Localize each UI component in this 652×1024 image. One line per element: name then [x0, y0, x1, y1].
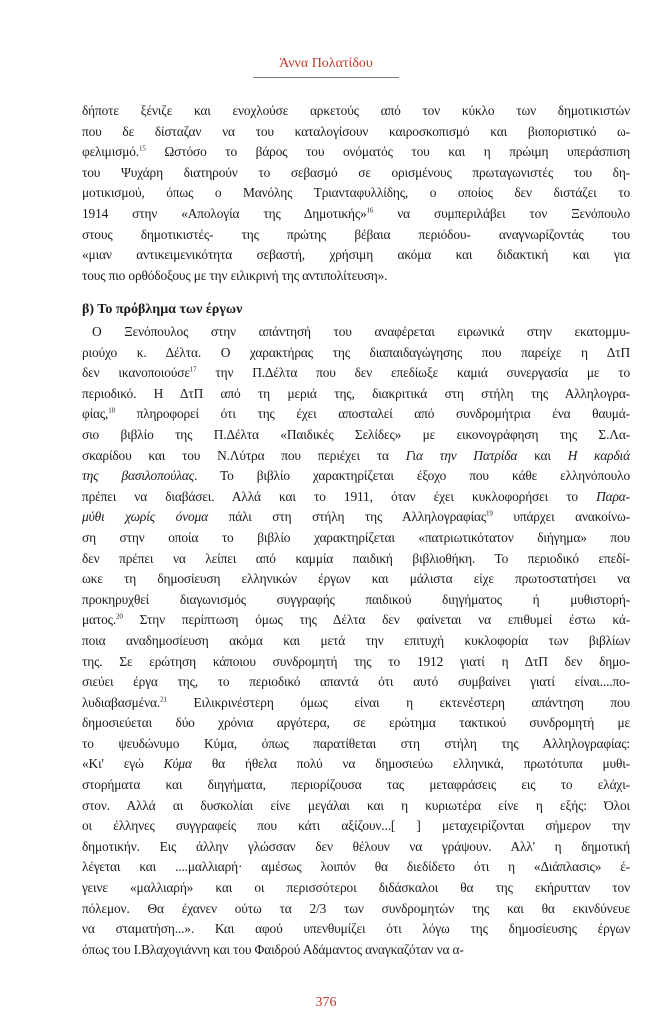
text-line: [82, 142, 630, 163]
text-run: όπως του Ι.Βλαχογιάννη και του Φαιδρού Αδάμαντος αναγκαζόταν να α-: [82, 941, 464, 957]
text-line: [82, 163, 630, 184]
text-line: [82, 487, 630, 508]
paragraph-1: [82, 101, 630, 286]
text-line: [82, 631, 630, 652]
italic-title: μύθι χωρίς όνομα: [82, 509, 208, 525]
text-line: [82, 672, 630, 693]
text-line: [82, 225, 630, 246]
footnote-ref: 17: [189, 365, 197, 374]
text-line: [82, 652, 630, 673]
text-line: [82, 528, 630, 549]
text-line: [82, 878, 630, 899]
text-line: [82, 404, 630, 425]
text-run: ματος.: [82, 612, 117, 628]
text-run: Ωστόσο το βάρος του ονόματός του και η πρώιμη υπεράσπιση: [145, 144, 630, 160]
text-run: τους πιο ορθόδοξους με την ειλικρινή της αντιπολίτευση».: [82, 267, 388, 283]
footnote-ref: 20: [116, 612, 123, 621]
text-run: της. Σε ερώτηση κάποιου συνδρομητή της το 1912 γιατί η ΔτΠ δεν δημο-: [82, 653, 630, 669]
text-run: δήποτε ξένιζε και ενοχλούσε αρκετούς από τον κύκλο των δημοτικιστών: [82, 103, 630, 118]
text-run: το ψευδώνυμο Κύμα, όπως παρατίθεται στη στήλη της Αλληλογραφίας:: [82, 735, 630, 751]
text-run: λυδιαβασμένα.: [82, 694, 161, 710]
text-line: [82, 245, 630, 266]
text-run: προκηρυχθεί διαγωνισμός συγγραφής παιδικού διηγήματος ή μυθιστορή-: [82, 591, 630, 607]
text-line: [82, 122, 630, 143]
text-line: [82, 363, 630, 384]
text-run: στους δημοτικιστές- της πρώτης βέβαια περιόδου- αναγνωρίζοντάς του: [82, 226, 630, 242]
text-line: [82, 940, 630, 961]
text-run: δεν ικανοποιούσε: [82, 365, 190, 381]
text-run: σιο βιβλίο της Π.Δέλτα «Παιδικές Σελίδες» με εικονογράφηση της Σ.Λα-: [82, 426, 630, 442]
text-line: [82, 569, 630, 590]
italic-title: Η καρδιά: [567, 447, 630, 463]
text-line: [82, 101, 630, 122]
text-run: πάλι στη στήλη της Αλληλογραφίας: [208, 509, 487, 525]
text-run: θα ήθελα πολύ να δημοσιεύω ελληνικά, πρωτότυπα μυθι-: [191, 756, 630, 772]
text-line: [82, 384, 630, 405]
text-run: και: [517, 447, 568, 463]
italic-title: Παρα-: [596, 488, 630, 504]
text-line: [82, 549, 630, 570]
text-run: δεν πρέπει να λείπει από καμμία παιδική βιβλιοθήκη. Το περιοδικό επεδί-: [82, 550, 630, 566]
text-run: λέγεται και ....μαλλιαρή· αμέσως λοιπόν θα διεδίδετο ότι η «Διάπλασις» έ-: [82, 859, 630, 875]
text-line: [82, 466, 630, 487]
text-run: «Κι' εγώ: [82, 756, 164, 772]
text-run: στορήματα και διηγήματα, περιορίζουσα τας μεταφράσεις εις το ελάχι-: [82, 777, 630, 793]
text-run: δημοτικήν. Εις άλλην γλώσσαν δεν θέλουν να γράψουν. Αλλ' η δημοτική: [82, 838, 630, 854]
text-run: σκαρίδου και του Ν.Λύτρα που περιέχει τα: [82, 447, 406, 463]
text-run: σιεύει έργα της, το περιοδικό απαντά ότι αυτό συμβαίνει γιατί είναι....πο-: [82, 674, 630, 690]
text-line: [82, 343, 630, 364]
text-line: [82, 183, 630, 204]
text-line: [82, 796, 630, 817]
text-run: ση στην οποία το βιβλίο χαρακτηρίζεται «πατριωτικότατον διήγημα» που: [82, 529, 630, 545]
text-run: Ειλικρινέστερη όμως είναι η εκτενέστερη απάντηση που: [166, 694, 630, 710]
italic-title: της βασιλοπούλας: [82, 468, 195, 484]
text-line: [82, 507, 630, 528]
text-line: [82, 919, 630, 940]
text-run: ποια αναδημοσίευση ακόμα και μετά την επιτυχή κυκλοφορία των βιβλίων: [82, 632, 630, 648]
text-run: στον. Αλλά αι δυσκολίαι είνε μεγάλαι και η κυριωτέρα είνε η εξής: Όλοι: [82, 797, 630, 813]
text-run: πρέπει να διαβάσει. Αλλά και το 1911, όταν έχει κυκλοφορήσει το: [82, 488, 597, 504]
text-run: . Το βιβλίο χαρακτηρίζεται έξοχο που κάθε ελληνόπουλο: [194, 468, 630, 484]
footnote-ref: 16: [366, 206, 374, 215]
text-run: Στην περίπτωση όμως της Δέλτα δεν φαίνεται να επιθυμεί έστω κά-: [122, 612, 630, 628]
text-run: «μιαν αντικειμενικότητα σεβαστή, χρήσιμη ακόμα και διδακτική και για: [82, 247, 630, 263]
text-run: γεινε «μαλλιαρή» και οι περισσότεροι διδάσκαλοι θα της εκήρυτταν τον: [82, 880, 630, 896]
text-line: [82, 266, 630, 287]
footnote-ref: 18: [108, 406, 115, 415]
text-line: [82, 590, 630, 611]
text-run: πληροφορεί ότι της έχει αποσταλεί από συνδρομήτρια ένα θαυμά-: [114, 406, 630, 422]
text-run: ριούχο κ. Δέλτα. Ο χαρακτήρας της διαπαιδαγώγησης που παρείχε η ΔτΠ: [82, 344, 630, 360]
text-line: [82, 425, 630, 446]
text-run: οι έλληνες συγγραφείς που κάτι αξίζουν...[ ] μεταχειρίζονται σήμερον την: [82, 818, 630, 834]
text-run: φίας,: [82, 406, 109, 422]
text-line: [82, 693, 630, 714]
italic-title: Για την Πατρίδα: [405, 447, 518, 463]
text-line: [82, 816, 630, 837]
page-number: 376: [315, 995, 337, 1010]
text-run: 1914 στην «Απολογία της Δημοτικής»: [82, 205, 367, 221]
text-line: [82, 204, 630, 225]
footnote-ref: 21: [160, 695, 167, 704]
section-heading: β) Το πρόβλημα των έργων: [82, 302, 243, 317]
text-line: [82, 775, 630, 796]
text-run: να σταματήση...». Και αφού υπενθυμίζει ότι λόγω της δημοσίευσης έργων: [82, 921, 630, 937]
text-run: να συμπεριλάβει τον Ξενόπουλο: [373, 205, 630, 221]
text-line: [82, 734, 630, 755]
text-run: του Ψυχάρη διατηρούν το σεβασμό σε ορισμένους πρωταγωνιστές του δη-: [82, 164, 630, 180]
text-run: φελιμισμό.: [82, 144, 140, 160]
text-run: μοτικισμού, όπως ο Μανόλης Τριανταφυλλίδης, ο οποίος δεν διστάζει το: [82, 185, 630, 201]
text-run: ωκε τη δημοσίευση ελληνικών έργων και μάλιστα είχε πρωτοστατήσει να: [82, 571, 630, 587]
paragraph-2: [82, 322, 630, 960]
italic-title: Κύμα: [163, 756, 192, 772]
text-line: [82, 610, 630, 631]
text-line: [82, 857, 630, 878]
text-run: την Π.Δέλτα που δεν επεδίωξε καμιά συνεργασία με το: [196, 365, 630, 381]
text-run: περιοδικό. Η ΔτΠ από τη μεριά της, διακριτικά στη στήλη της Αλληλογρα-: [82, 385, 630, 401]
text-run: δημοσιεύεται δύο χρόνια αργότερα, σε ερώτημα τακτικού συνδρομητή με: [82, 715, 630, 731]
text-line: [82, 322, 630, 343]
text-run: πόλεμον. Θα έχανεν ούτω τα 2/3 των συνδρομητών της και θα εκινδύνευε: [82, 900, 630, 916]
text-run: Ο Ξενόπουλος στην απάντησή του αναφέρεται ειρωνικά στην εκατομμυ-: [92, 324, 630, 339]
footnote-ref: 15: [139, 144, 146, 153]
footnote-ref: 19: [486, 509, 493, 518]
text-line: [82, 899, 630, 920]
text-line: [82, 754, 630, 775]
text-line: [82, 446, 630, 467]
text-line: [82, 837, 630, 858]
text-run: που δε δίσταζαν να του καταλογίσουν καιροσκοπισμό και βιοποριστικό ω-: [82, 123, 630, 139]
text-line: [82, 713, 630, 734]
text-run: υπάρχει ανακοίνω-: [492, 509, 630, 525]
running-header: [0, 52, 652, 78]
header-author-name: Άννα Πολατίδου: [253, 56, 399, 78]
